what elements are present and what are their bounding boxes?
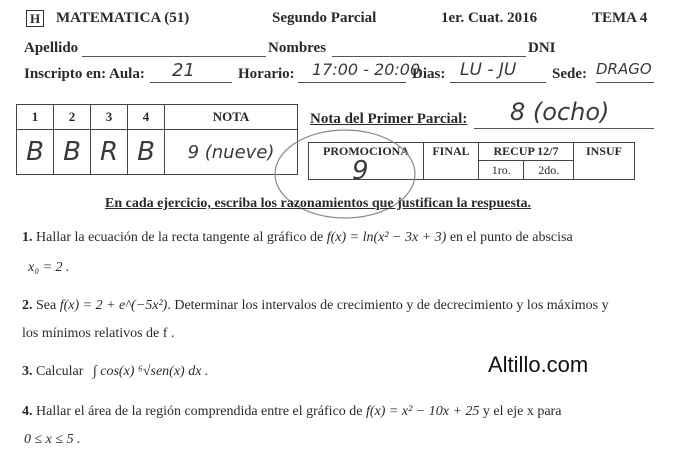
sede-value: DRAGO: [596, 60, 652, 78]
dni-label: DNI: [528, 40, 556, 56]
result-header-final: FINAL: [424, 143, 479, 180]
exercise-1-text-b: en el punto de abscisa: [449, 230, 573, 245]
grade-2: B: [54, 130, 91, 175]
exercise-4-formula: f(x) = x² − 10x + 25: [366, 404, 480, 419]
nombres-line: [332, 56, 526, 57]
exercise-4-text-a: Hallar el área de la región comprendida entre el gráfico de: [36, 404, 363, 419]
exercise-4-line2: 0 ≤ x ≤ 5 .: [24, 432, 81, 447]
grades-header-4: 4: [128, 105, 165, 130]
horario-value: 17:00 - 20:00: [312, 60, 421, 79]
dias-label: Dias:: [412, 66, 446, 82]
dias-line: [450, 82, 546, 83]
sede-label: Sede:: [552, 66, 587, 82]
watermark: Altillo.com: [488, 352, 589, 377]
primer-parcial-value: 8 (ocho): [510, 98, 610, 126]
dias-value: LU - JU: [460, 60, 517, 80]
exercise-2-text-a: Sea: [36, 298, 57, 313]
grade-3: R: [91, 130, 128, 175]
primer-parcial-label: Nota del Primer Parcial:: [310, 111, 468, 127]
nombres-label: Nombres: [268, 40, 327, 56]
result-header-insuf: INSUF: [574, 143, 635, 180]
subject-title: MATEMATICA (51): [56, 10, 190, 26]
exercise-1-text-a: Hallar la ecuación de la recta tangente al gráfico de: [36, 230, 324, 245]
exercise-2: [22, 298, 609, 314]
grades-table: [16, 104, 298, 175]
inscripto-label: Inscripto en: Aula:: [24, 66, 145, 82]
exam-name: Segundo Parcial: [272, 10, 377, 26]
exercise-1: [22, 230, 573, 246]
recup-second: 2do.: [524, 161, 574, 180]
result-header-recup: RECUP 12/7: [479, 143, 574, 161]
grade-4: B: [128, 130, 165, 175]
exercise-2-text-b: . Determinar los intervalos de crecimiento y de decrecimiento y los máximos y: [167, 298, 609, 313]
exercise-3-text-a: Calcular: [36, 364, 84, 379]
grade-nota: 9 (nueve): [165, 130, 298, 175]
exercise-4-number: 4.: [22, 404, 33, 419]
grades-header-3: 3: [91, 105, 128, 130]
exercise-2-line2: los mínimos relativos de f .: [22, 326, 175, 341]
grades-header-2: 2: [54, 105, 91, 130]
apellido-line: [82, 56, 266, 57]
exercise-1-number: 1.: [22, 230, 33, 245]
exercise-2-formula: f(x) = 2 + e^(−5x²): [59, 298, 168, 313]
exam-period: 1er. Cuat. 2016: [441, 10, 538, 26]
recup-first: 1ro.: [479, 161, 524, 180]
horario-line: [298, 82, 406, 83]
instruction: En cada ejercicio, escriba los razonamientos que justifican la respuesta.: [105, 196, 532, 211]
header-box-letter: H: [26, 10, 44, 27]
aula-line: [150, 82, 232, 83]
grades-header-nota: NOTA: [165, 105, 298, 130]
exercise-3: [22, 364, 208, 380]
grades-value-row: [17, 130, 298, 175]
exercise-4-text-b: y el eje x para: [482, 404, 562, 419]
exercise-3-formula: ∫ cos(x) ⁶√sen(x) dx .: [92, 364, 209, 379]
exercise-3-number: 3.: [22, 364, 33, 379]
grade-1: B: [17, 130, 54, 175]
grades-header-1: 1: [17, 105, 54, 130]
sede-line: [596, 82, 654, 83]
exercise-2-number: 2.: [22, 298, 33, 313]
exam-tema: TEMA 4: [592, 10, 648, 26]
exercise-1-formula: f(x) = ln(x² − 3x + 3): [326, 230, 447, 245]
result-header-promociona: PROMOCIONA: [309, 143, 424, 180]
primer-parcial-line: [474, 128, 654, 129]
exercise-1-line2: x₀ = 2 .: [28, 260, 70, 275]
exercise-4: [22, 404, 561, 420]
promociona-value: 9: [352, 156, 369, 186]
horario-label: Horario:: [238, 66, 295, 82]
aula-value: 21: [172, 60, 195, 81]
grades-header-row: [17, 105, 298, 130]
apellido-label: Apellido: [24, 40, 79, 56]
